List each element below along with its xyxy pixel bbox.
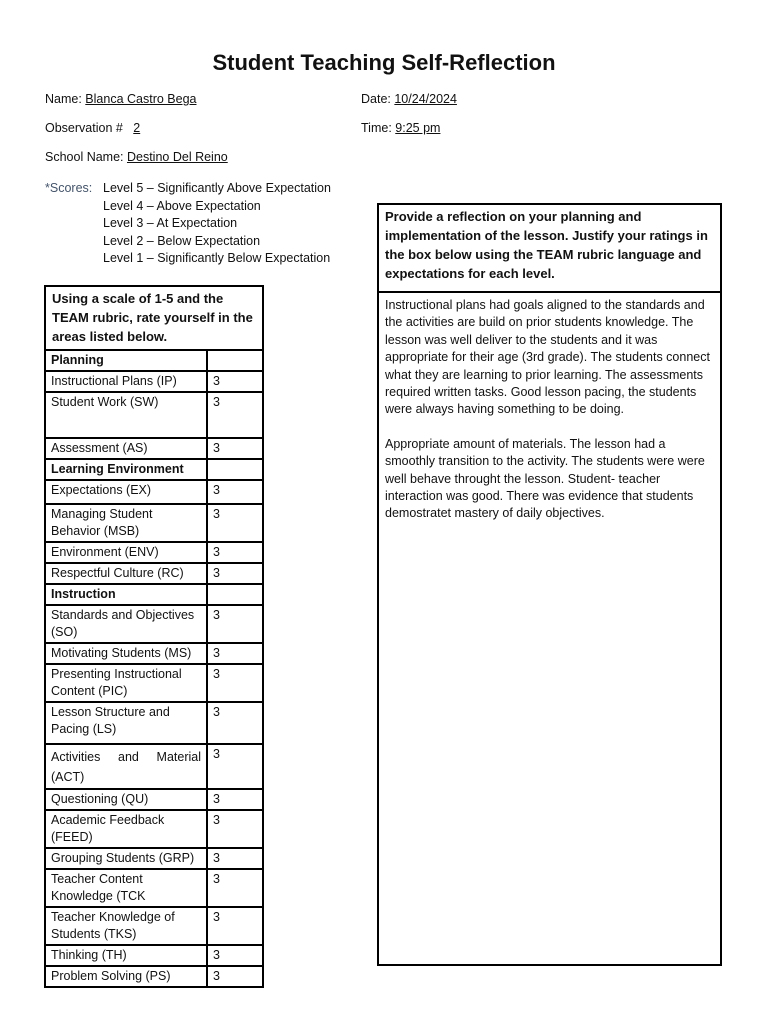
observation-field xyxy=(45,121,140,135)
score-level: Level 3 – At Expectation xyxy=(103,216,238,231)
table-row xyxy=(45,744,263,789)
rating-score: 3 xyxy=(207,643,263,664)
rating-score: 3 xyxy=(207,480,263,504)
section-label: Learning Environment xyxy=(45,459,207,480)
rating-label: Instructional Plans (IP) xyxy=(45,371,207,392)
time-field xyxy=(361,121,440,135)
table-row xyxy=(45,966,263,987)
rating-score: 3 xyxy=(207,702,263,744)
date-label: Date: xyxy=(361,92,395,106)
section-label: Planning xyxy=(45,350,207,371)
rating-score xyxy=(207,459,263,480)
rating-label: Problem Solving (PS) xyxy=(45,966,207,987)
rating-label: Teacher Content Knowledge (TCK xyxy=(45,869,207,907)
table-row xyxy=(45,907,263,945)
observation-value: 2 xyxy=(133,121,141,135)
rating-score xyxy=(207,350,263,371)
table-row xyxy=(45,869,263,907)
scores-legend xyxy=(45,180,331,268)
rating-score: 3 xyxy=(207,664,263,702)
reflection-prompt: Provide a reflection on your planning and implementation of the lesson. Justify your ratings in the box below using the TEAM rubric language and expectations for each level. xyxy=(379,205,720,293)
observation-label: Observation # xyxy=(45,121,134,135)
date-value: 10/24/2024 xyxy=(394,92,457,106)
table-row xyxy=(45,664,263,702)
name-field xyxy=(45,92,196,106)
rating-score: 3 xyxy=(207,789,263,810)
rating-score: 3 xyxy=(207,744,263,789)
rating-label: Student Work (SW) xyxy=(45,392,207,438)
rating-score: 3 xyxy=(207,392,263,438)
name-label: Name: xyxy=(45,92,86,106)
rating-score: 3 xyxy=(207,810,263,848)
rating-score: 3 xyxy=(207,371,263,392)
section-label: Instruction xyxy=(45,584,207,605)
rating-label: Lesson Structure and Pacing (LS) xyxy=(45,702,207,744)
rating-score: 3 xyxy=(207,848,263,869)
rating-score: 3 xyxy=(207,869,263,907)
rating-score: 3 xyxy=(207,563,263,584)
rating-label: Environment (ENV) xyxy=(45,542,207,563)
rating-label: Standards and Objectives (SO) xyxy=(45,605,207,643)
school-value: Destino Del Reino xyxy=(126,150,228,164)
rating-score xyxy=(207,584,263,605)
table-row xyxy=(45,702,263,744)
table-row xyxy=(45,438,263,459)
table-row xyxy=(45,542,263,563)
rating-score: 3 xyxy=(207,907,263,945)
rating-label: Expectations (EX) xyxy=(45,480,207,504)
reflection-paragraph: Appropriate amount of materials. The lesson had a smoothly transition to the activity. The students were were well behave throught the lesson. Student- teacher interaction was good. There was evidence that students demostratet mastery of daily objectives. xyxy=(385,436,705,521)
table-row xyxy=(45,371,263,392)
table-row xyxy=(45,504,263,542)
rating-label: Presenting Instructional Content (PIC) xyxy=(45,664,207,702)
score-level: Level 1 – Significantly Below Expectation xyxy=(103,251,331,266)
rating-score: 3 xyxy=(207,945,263,966)
table-row xyxy=(45,848,263,869)
date-field xyxy=(361,92,457,106)
table-row xyxy=(45,945,263,966)
rating-score: 3 xyxy=(207,542,263,563)
rating-label: Motivating Students (MS) xyxy=(45,643,207,664)
table-row xyxy=(45,480,263,504)
rating-label: Assessment (AS) xyxy=(45,438,207,459)
section-row xyxy=(45,350,263,371)
rating-table xyxy=(44,285,264,988)
table-row xyxy=(45,810,263,848)
score-level: Level 4 – Above Expectation xyxy=(103,198,261,213)
table-row xyxy=(45,392,263,438)
rating-score: 3 xyxy=(207,605,263,643)
time-label: Time: xyxy=(361,121,396,135)
rating-table-intro: Using a scale of 1-5 and the TEAM rubric, rate yourself in the areas listed below. xyxy=(45,286,263,350)
table-row xyxy=(45,605,263,643)
rating-score: 3 xyxy=(207,438,263,459)
rating-label: Academic Feedback (FEED) xyxy=(45,810,207,848)
table-row xyxy=(45,643,263,664)
name-value: Blanca Castro Bega xyxy=(85,92,197,106)
rating-label: Grouping Students (GRP) xyxy=(45,848,207,869)
scores-label: *Scores: xyxy=(45,181,93,195)
score-level: Level 5 – Significantly Above Expectation xyxy=(103,181,331,195)
score-level: Level 2 – Below Expectation xyxy=(103,233,261,248)
rating-label: Teacher Knowledge of Students (TKS) xyxy=(45,907,207,945)
rating-label: Managing Student Behavior (MSB) xyxy=(45,504,207,542)
reflection-box xyxy=(377,203,722,966)
rating-label: Activities and Material (ACT) xyxy=(45,744,207,789)
time-value: 9:25 pm xyxy=(395,121,441,135)
rating-label: Thinking (TH) xyxy=(45,945,207,966)
school-label: School Name: xyxy=(45,150,127,164)
school-field xyxy=(45,150,228,164)
rating-label: Questioning (QU) xyxy=(45,789,207,810)
reflection-response[interactable] xyxy=(379,293,720,544)
reflection-paragraph: Instructional plans had goals aligned to the standards and the activities are build on prior students knowledge. The lesson was well deliver to the students and it was appropriate for their age (3rd grade). The students connect what they are learning to prior learning. The assessments required written tasks. Good lesson pacing, the students were always having something to be doing. xyxy=(385,298,710,417)
section-row xyxy=(45,459,263,480)
rating-score: 3 xyxy=(207,966,263,987)
section-row xyxy=(45,584,263,605)
table-row xyxy=(45,789,263,810)
page-title: Student Teaching Self-Reflection xyxy=(212,50,556,75)
rating-score: 3 xyxy=(207,504,263,542)
table-row xyxy=(45,563,263,584)
rating-label: Respectful Culture (RC) xyxy=(45,563,207,584)
